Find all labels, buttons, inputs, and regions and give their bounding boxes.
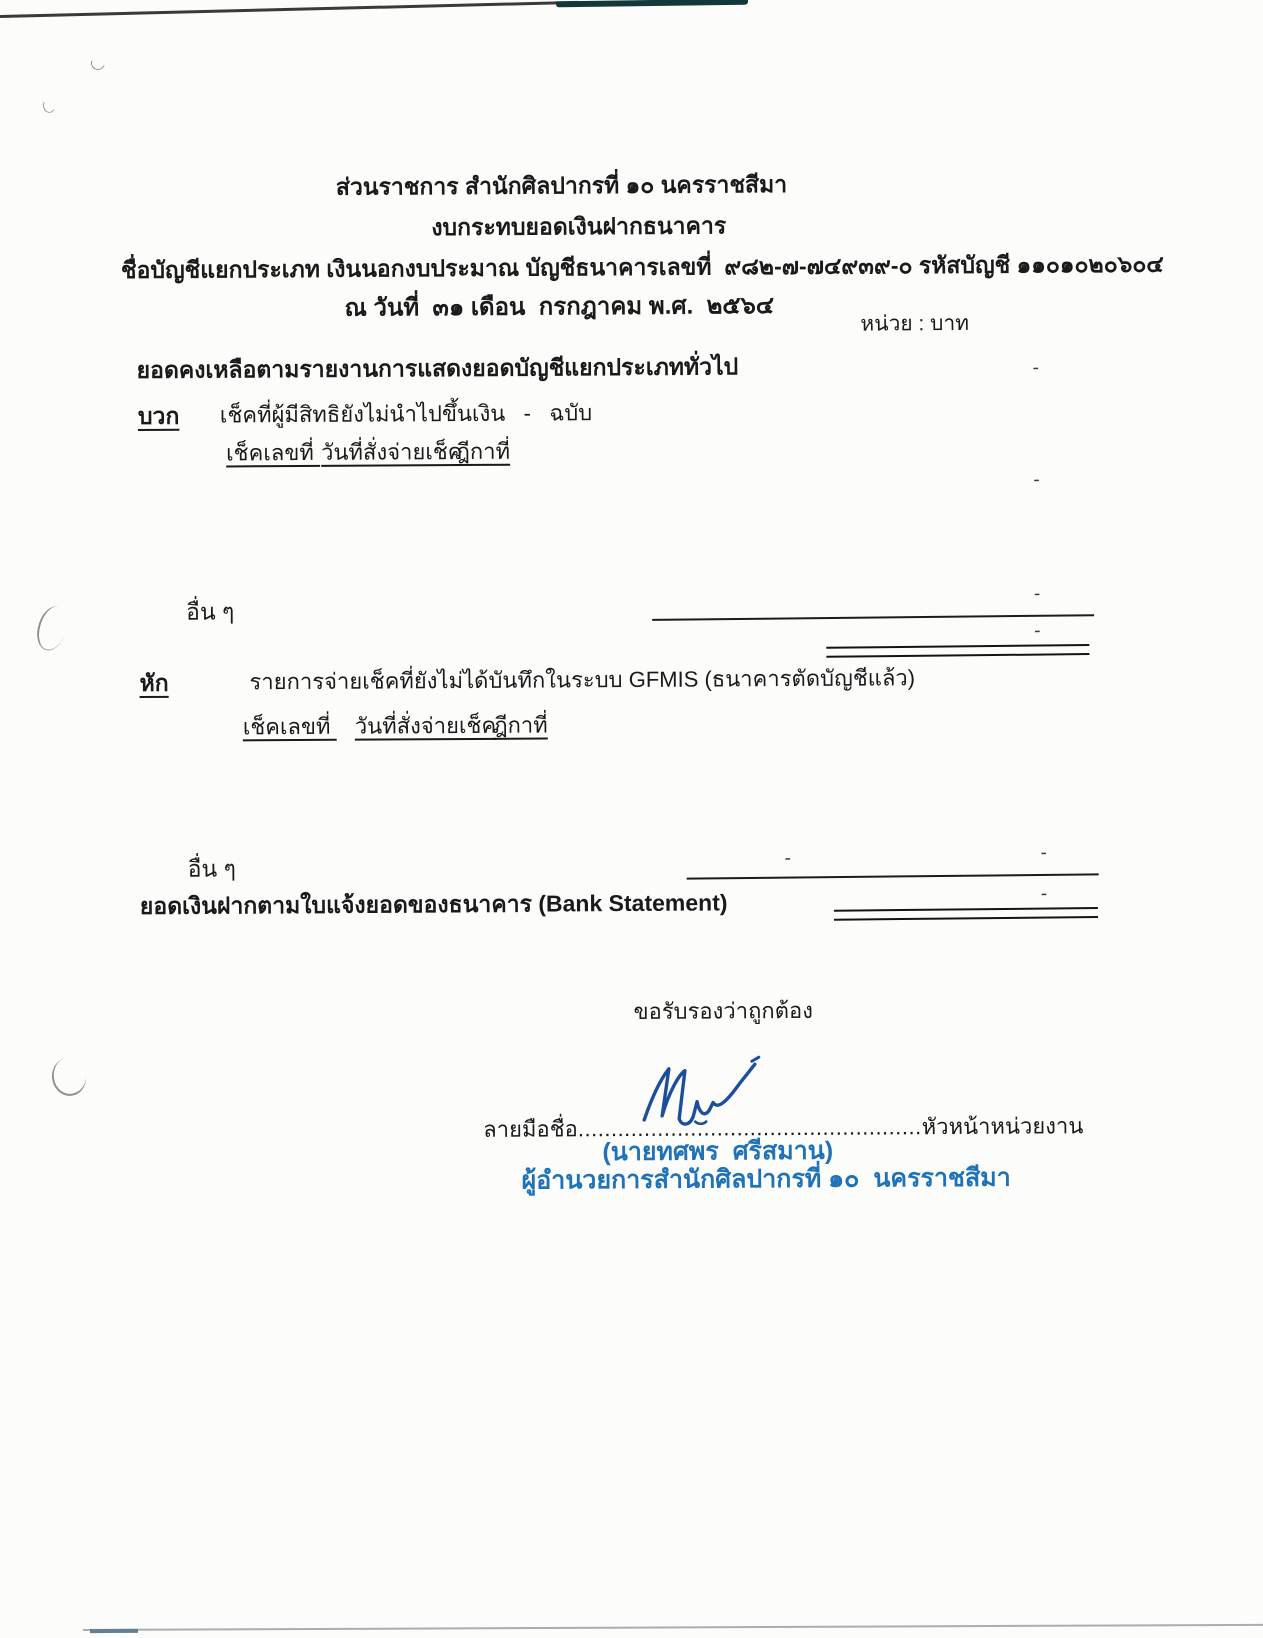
add-subtotal-value: - bbox=[1034, 620, 1041, 642]
deduct-keyword: หัก bbox=[139, 669, 169, 696]
bank-statement-value: - bbox=[1040, 883, 1048, 905]
deduct-description: รายการจ่ายเช็คที่ยังไม่ได้บันทึกในระบบ GFMIS (ธนาคารตัดบัญชีแล้ว) bbox=[249, 665, 916, 695]
add-amount-underline bbox=[652, 614, 1094, 621]
deduct-column-voucher-no: ฎีกาที่ bbox=[492, 712, 548, 738]
deduct-other-value-mid: - bbox=[784, 848, 791, 870]
add-checks-value: - bbox=[1033, 469, 1040, 491]
gl-balance-label: ยอดคงเหลือตามรายงานการแสดงยอดบัญชีแยกประเภททั่วไป bbox=[136, 353, 739, 384]
gl-balance-value: - bbox=[1032, 357, 1040, 379]
signer-name-stamp: (นายทศพร ศรีสมาน) bbox=[602, 1136, 834, 1167]
signature-dotted-rule: .................................................... bbox=[577, 1114, 922, 1142]
certify-statement: ขอรับรองว่าถูกต้อง bbox=[633, 997, 814, 1024]
deduct-other-value-right: - bbox=[1040, 842, 1047, 864]
signature-label: ลายมือชื่อ bbox=[483, 1116, 578, 1142]
add-keyword: บวก bbox=[137, 402, 180, 429]
agency-line: ส่วนราชการ สำนักศิลปากรที่ ๑๐ นครราชสีมา bbox=[335, 171, 788, 200]
signer-role: หัวหน้าหน่วยงาน bbox=[921, 1113, 1084, 1140]
add-column-cheque-no: เช็คเลขที่ bbox=[226, 439, 321, 466]
deduct-amount-underline bbox=[687, 873, 1099, 879]
add-description: เช็คที่ผู้มีสิทธิยังไม่นำไปขึ้นเงิน - ฉบับ bbox=[219, 400, 593, 428]
deduct-column-cheque-no: เช็คเลขที่ bbox=[242, 713, 337, 740]
document-title: งบกระทบยอดเงินฝากธนาคาร bbox=[431, 212, 727, 241]
add-column-voucher-no: ฎีกาที่ bbox=[455, 438, 511, 465]
date-line: ณ วันที่ ๓๑ เดือน กรกฎาคม พ.ศ. ๒๕๖๔ bbox=[344, 292, 775, 322]
signer-title-stamp: ผู้อำนวยการสำนักศิลปากรที่ ๑๐ นครราชสีมา bbox=[521, 1163, 1011, 1195]
bank-statement-double-rule bbox=[834, 907, 1098, 921]
add-subtotal-double-rule bbox=[826, 644, 1089, 658]
add-column-cheque-date: วันที่สั่งจ่ายเช็ค bbox=[321, 439, 463, 465]
bank-statement-label: ยอดเงินฝากตามใบแจ้งยอดของธนาคาร (Bank Statement) bbox=[139, 889, 728, 919]
add-other-label: อื่น ๆ bbox=[186, 598, 235, 625]
add-other-value: - bbox=[1033, 583, 1041, 605]
deduct-other-label: อื่น ๆ bbox=[187, 855, 237, 882]
account-line: ชื่อบัญชีแยกประเภท เงินนอกงบประมาณ บัญชีธนาคารเลขที่ ๙๘๒-๗-๗๔๙๓๙-๐ รหัสบัญชี ๑๑๐๑๐๒๐๖๐๔ bbox=[120, 250, 1164, 284]
deduct-column-cheque-date: วันที่สั่งจ่ายเช็ค bbox=[354, 712, 497, 739]
unit-label: หน่วย : บาท bbox=[860, 311, 970, 336]
